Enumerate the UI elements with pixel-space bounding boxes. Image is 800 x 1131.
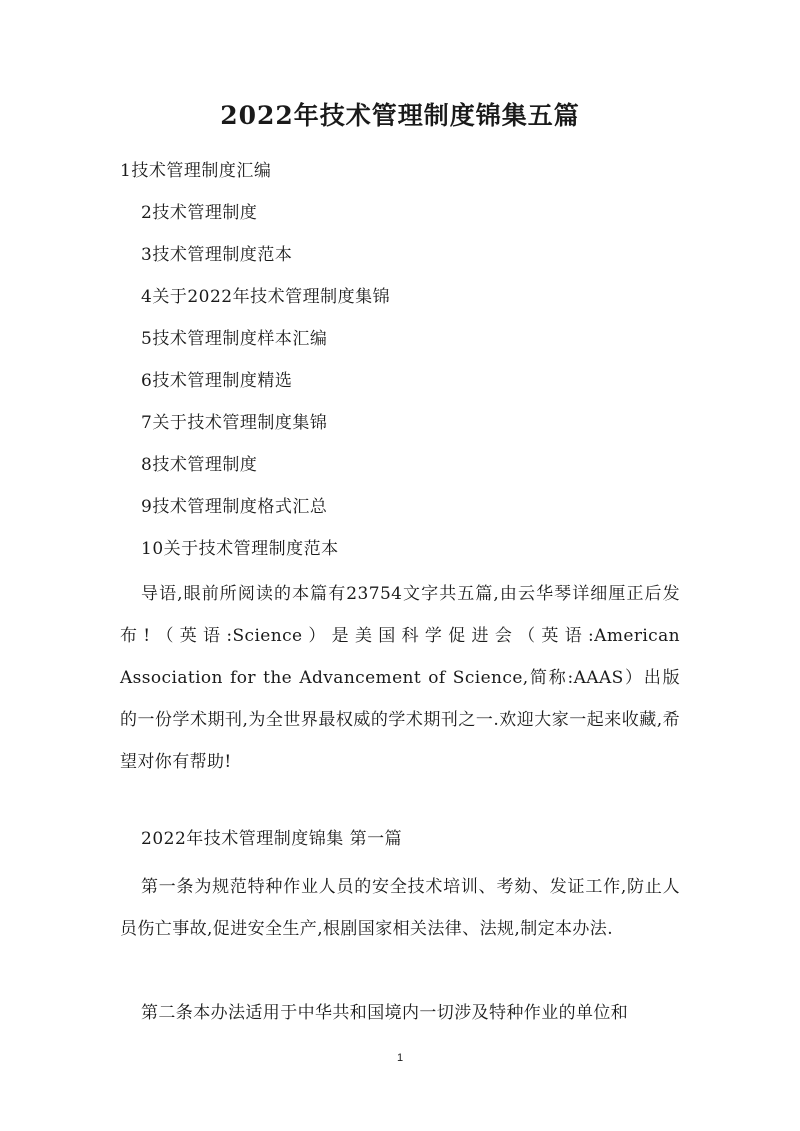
toc-item: 7关于技术管理制度集锦 (141, 413, 328, 433)
toc-item: 6技术管理制度精选 (141, 371, 293, 391)
intro-paragraph: 导语,眼前所阅读的本篇有23754文字共五篇,由云华琴详细厘正后发布!（英语:Science）是美国科学促进会（英语:American Association for the Advancement of Science,简称:AAAS）出版的一份学术期刊,为全世界最权威的学术期刊之一.欢迎大家一起来收藏,希望对你有帮助! (120, 584, 680, 772)
toc-item: 4关于2022年技术管理制度集锦 (141, 287, 391, 307)
toc-item: 8技术管理制度 (141, 455, 258, 475)
table-of-contents (120, 158, 720, 578)
toc-item: 1技术管理制度汇编 (120, 161, 272, 181)
article-paragraph: 第二条本办法适用于中华共和国境内一切涉及特种作业的单位和 (141, 1003, 629, 1023)
toc-item: 3技术管理制度范本 (141, 245, 293, 265)
toc-item: 9技术管理制度格式汇总 (141, 497, 328, 517)
article-paragraph: 第一条为规范特种作业人员的安全技术培训、考劾、发证工作,防止人员伤亡事故,促进安全生产,根剧国家相关法律、法规,制定本办法. (120, 877, 680, 939)
section-heading: 2022年技术管理制度锦集 第一篇 (141, 829, 403, 849)
toc-item: 10关于技术管理制度范本 (141, 539, 339, 559)
toc-item: 5技术管理制度样本汇编 (141, 329, 328, 349)
toc-item: 2技术管理制度 (141, 203, 258, 223)
document-title: 2022年技术管理制度锦集五篇 (220, 101, 580, 130)
page-number: 1 (396, 1052, 404, 1064)
